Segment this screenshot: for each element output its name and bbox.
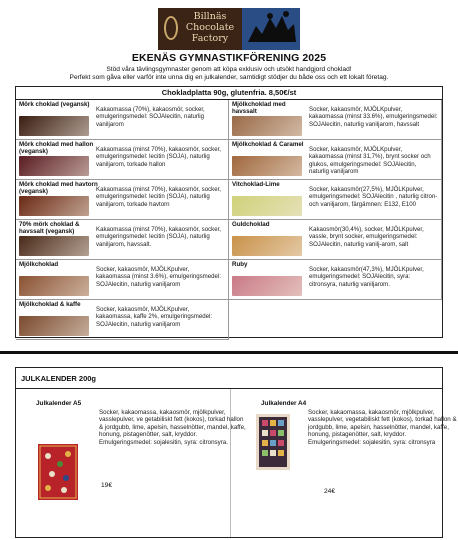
calendar-a4-name: Julkalender A4 [261, 400, 307, 407]
subtitle-line-2: Perfekt som gåva eller varför inte unna dig en julkalender, samtidigt stödjer du både oss och ett lokalt företag. [69, 74, 389, 81]
product-cell [229, 140, 442, 180]
product-description: Kakaomassa (minst 70%), kakaosmör, socker, emulgeringsmedel: lecitin (SOJA), naturlig vaniljarom, torkade havtorn [96, 186, 221, 208]
product-cell [16, 100, 229, 140]
product-description: Socker, kakaosmör(47,3%), MJÖLKpulver, emulgeringsmedel: SOJAlecitin, syra: citronsyra, naturlig vaniljarom. [309, 266, 424, 288]
product-cell [229, 100, 442, 140]
product-description: Socker, kakaosmör, MJÖLKpulver, kakaomassa (minst 3.6%), emulgeringsmedel: SOJAlecitin, naturlig vaniljarom [96, 266, 221, 288]
product-image [232, 156, 302, 176]
product-image [19, 116, 89, 136]
product-cell [16, 140, 229, 180]
product-cell [229, 260, 442, 300]
calendar-a4-description: Socker, kakaomassa, kakaosmör, mjölkpulver, vasslepulver, vegetabiliskt fett (kokos), torkad hallon & jordgubb, lime, apelsin, hasselnötter, mandel, kaffe, honung, pistagenötter, salt, kryddor. Emulgeringsmedel: sojalesitin, syra: citronsyra [308, 409, 457, 446]
product-image [19, 276, 89, 296]
product-description: Kakaosmör(30,4%), socker, MJÖLKpulver, vassle, brynt socker, emulgeringsmedel: SOJAlecitin, naturlig vanilj-arom, salt [309, 226, 424, 248]
product-cell [229, 180, 442, 220]
product-name: Mörk choklad (vegansk) [19, 101, 90, 108]
product-image [19, 156, 89, 176]
product-image [232, 196, 302, 216]
product-name: Mjölkchoklad [19, 261, 59, 268]
calendar-a4-price: 24€ [324, 488, 336, 495]
product-image [232, 116, 302, 136]
product-description: Kakaomassa (minst 70%), kakaosmör, socker, emulgeringsmedel: lecitin (SOJA), naturlig vaniljarom, havssalt. [96, 226, 221, 248]
product-name: Mörk choklad med havtorn (vegansk) [19, 181, 98, 195]
section-divider [0, 351, 458, 354]
product-description: Socker, kakaosmör(27,5%), MJÖLKpulver, emulgeringsmedel: SOJAlecitin , naturlig citron- och vaniljarom, färgämnen: E132, E100 [309, 186, 438, 208]
page-title: EKENÄS GYMNASTIKFÖRENING 2025 [131, 52, 327, 64]
cocoa-bean-icon [164, 16, 178, 40]
product-description: Socker, kakaosmör, MJÖLKpulver, kakaomassa (minst 31,7%), brynt socker och glukos, emulgeringsmedel: SOJAlecitin, naturlig vaniljarom [309, 146, 431, 175]
product-cell [16, 300, 229, 340]
gymnast-silhouette-icon [242, 8, 300, 50]
product-name: Mjölkchoklad & Caramel [232, 141, 304, 148]
product-name: Guldchoklad [232, 221, 270, 228]
calendar-a5-name: Julkalender A5 [36, 400, 82, 407]
product-cell [229, 220, 442, 260]
chocolate-table [15, 86, 443, 338]
logo-text: Billnäs Chocolate Factory [185, 11, 235, 44]
calendar-a4-image [256, 414, 290, 470]
product-description: Kakaomassa (minst 70%), kakaosmör, socker, emulgeringsmedel: lecitin (SOJA), naturlig vaniljarom, torkade hallon [96, 146, 221, 168]
calendar-section [15, 367, 457, 538]
product-image [19, 316, 89, 336]
billnas-logo [158, 8, 242, 50]
calendar-separator [16, 388, 442, 389]
product-cell [16, 260, 229, 300]
product-name: 70% mörk choklad & havssalt (vegansk) [19, 221, 80, 235]
gymnast-logo [242, 8, 300, 50]
calendar-a5-price: 19€ [101, 482, 113, 489]
product-description: Socker, kakaosmör, MJÖLKpulver, kakaomassa (minst 33.6%), emulgeringsmedel: SOJAlecitin, naturlig vaniljarom, havssalt [309, 106, 438, 128]
subtitle-line-1: Stöd våra tävlingsgymnaster genom att köpa exklusiv och utsökt handgjord choklad! [106, 66, 352, 73]
product-name: Ruby [232, 261, 248, 268]
product-image [232, 276, 302, 296]
product-image [232, 236, 302, 256]
product-image [19, 196, 89, 216]
product-description: Kakaomassa (70%), kakaosmör, socker, emulgeringsmedel: SOJAlecitin, naturlig vaniljarom [96, 106, 205, 128]
logo [158, 8, 300, 50]
product-cell [16, 180, 229, 220]
product-name: Mörk choklad med hallon (vegansk) [19, 141, 94, 155]
product-name: Mjölkchoklad med havssalt [232, 101, 286, 115]
product-cell [16, 220, 229, 260]
product-name: Vitchoklad-Lime [232, 181, 280, 188]
chocolate-table-header: Chokladplatta 90g, glutenfria. 8,50€/st [16, 87, 442, 100]
calendar-a5-description: Socker, kakaomassa, kakaosmör, mjölkpulver, vasslepulver, ve getabiliskt fett (kokos), torkad hallon & jordgubb, lime, apelsin, hasselnötter, mandel, kaffe, honung, pistagenötter, salt, kryddor. Emulgeringsmedel: sojalesitin, syra: citronsyra. [99, 409, 246, 446]
calendar-title: JULKALENDER 200g [21, 374, 97, 383]
product-description: Socker, kakaosmör, MJÖLKpulver, kakaomassa, kaffe 2%, emulgeringsmedel: SOJAlecitin, naturlig vaniljarom [96, 306, 213, 328]
product-image [19, 236, 89, 256]
page-header [0, 0, 458, 88]
product-name: Mjölkchoklad & kaffe [19, 301, 81, 308]
calendar-a5-image [38, 444, 78, 500]
